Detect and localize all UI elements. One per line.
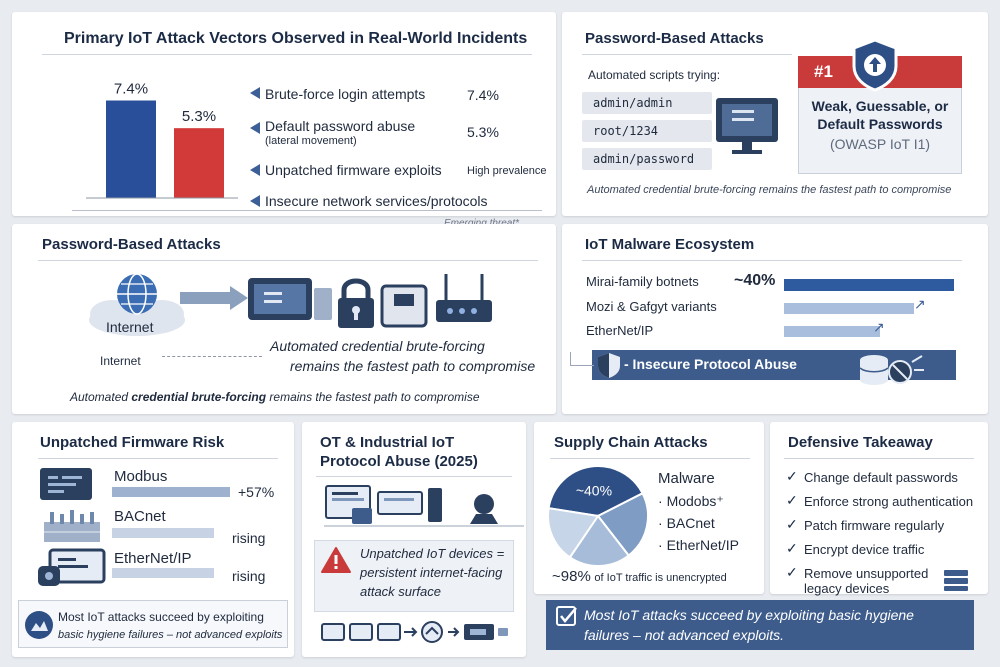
attack-vectors-title: Primary IoT Attack Vectors Observed in Real-World Incidents <box>64 30 528 47</box>
vector-sublabel: (lateral movement) <box>265 135 357 147</box>
iot-devices-icon <box>246 264 496 336</box>
password-caption: Automated credential brute-forcing remains the fastest path to compromise <box>587 184 952 196</box>
ot-title-line2: Protocol Abuse (2025) <box>320 453 478 470</box>
baseline-rule <box>72 210 542 211</box>
trend-up-icon: ↗ <box>914 296 926 312</box>
defensive-takeaway-panel <box>770 422 988 594</box>
malware-label: Mirai-family botnets <box>586 274 699 289</box>
check-icon: ✓ <box>786 468 798 484</box>
flow-line1: Automated credential brute-forcing <box>270 338 485 354</box>
vector-label: Brute-force login attempts <box>265 86 426 102</box>
takeaway-item-cont: legacy devices <box>804 581 890 596</box>
banner-line1: Most IoT attacks succeed by exploiting basic hygiene <box>584 607 914 623</box>
password-attacks-panel <box>562 12 988 216</box>
credential-text: admin/admin <box>593 96 673 110</box>
malware-list-text: EtherNet/IP <box>666 537 739 553</box>
cloud-label: Internet <box>106 319 154 335</box>
device-chain-icon <box>320 620 520 644</box>
banner-text: - Insecure Protocol Abuse <box>624 356 797 372</box>
pie-value-label: ~40% <box>575 482 613 499</box>
scripts-intro: Automated scripts trying: <box>588 68 721 82</box>
attack-flow-panel <box>12 224 556 414</box>
hygiene-line2: basic hygiene failures – not advanced exploits <box>58 629 283 641</box>
takeaway-item: Change default passwords <box>804 470 958 485</box>
owasp-line3: (OWASP IoT I1) <box>829 136 931 152</box>
warning-line2: persistent internet-facing <box>360 565 503 580</box>
malware-list-text: Modobs⁺ <box>666 493 724 509</box>
caption-pre: Automated <box>70 390 132 404</box>
arrow-pointer-icon <box>250 164 260 176</box>
bar-value-label: 7.4% <box>113 80 149 98</box>
ot-network-icon <box>324 482 524 534</box>
banner-connector <box>570 352 594 366</box>
takeaway-item: Enforce strong authentication <box>804 494 974 509</box>
firmware-risk-panel <box>12 422 294 657</box>
firmware-bar <box>112 568 214 578</box>
attack-flow-title: Password-Based Attacks <box>42 236 221 253</box>
caption-bold: credential brute-forcing <box>131 390 267 404</box>
malware-bar <box>784 326 880 337</box>
attack-vectors-panel <box>12 12 556 216</box>
malware-list-item: · BACnet <box>658 515 715 531</box>
warning-line1: Unpatched IoT devices = <box>360 546 505 561</box>
check-icon: ✓ <box>786 564 798 580</box>
banner-line2: failures – not advanced exploits. <box>584 627 785 643</box>
bar-value-label: 5.3% <box>181 108 217 126</box>
check-icon: ✓ <box>786 492 798 508</box>
firmware-value: +57% <box>238 484 275 500</box>
vector-value: 5.3% <box>467 124 499 140</box>
flow-arrow-icon <box>180 286 250 310</box>
ot-protocol-panel <box>302 422 526 657</box>
vector-label: Default password abuse <box>265 118 416 134</box>
malware-list-item: · Modobs⁺ <box>658 493 724 509</box>
alert-badge-icon <box>24 610 54 640</box>
title-divider <box>784 458 974 459</box>
flow-caption <box>70 390 480 404</box>
caption-post: remains the fastest path to compromise <box>266 390 480 404</box>
malware-value: ~40% <box>734 272 776 289</box>
check-icon: ✓ <box>786 516 798 532</box>
credential-text: admin/password <box>593 152 695 166</box>
unencrypted-stat <box>552 568 727 585</box>
firmware-protocol: EtherNet/IP <box>114 550 192 567</box>
trend-up-icon: ↗ <box>873 319 885 335</box>
malware-label: Mozi & Gafgyt variants <box>586 299 717 314</box>
firmware-risk-title: Unpatched Firmware Risk <box>40 434 225 451</box>
checkbox-checked-icon <box>556 606 578 628</box>
credential-text: root/1234 <box>593 124 659 138</box>
title-divider <box>582 260 962 261</box>
malware-bar <box>784 303 914 314</box>
warning-triangle-icon <box>320 546 352 574</box>
vector-label: Unpatched firmware exploits <box>265 162 442 178</box>
check-icon: ✓ <box>786 540 798 556</box>
flow-line2: remains the fastest path to compromise <box>290 358 536 374</box>
firmware-protocol: BACnet <box>114 508 166 525</box>
malware-ecosystem-panel <box>562 224 988 414</box>
stat-value: ~98% <box>552 568 591 585</box>
malware-ecosystem-title: IoT Malware Ecosystem <box>585 236 755 253</box>
malware-list-text: BACnet <box>666 515 715 531</box>
internet-label: Internet <box>100 354 141 368</box>
password-attacks-title: Password-Based Attacks <box>585 30 764 47</box>
title-divider <box>42 54 532 55</box>
hygiene-line1: Most IoT attacks succeed by exploiting <box>58 610 264 624</box>
defensive-takeaway-title: Defensive Takeaway <box>788 434 933 451</box>
malware-label: EtherNet/IP <box>586 323 654 338</box>
database-blocked-icon <box>856 350 926 390</box>
owasp-rank: #1 <box>814 62 833 81</box>
shield-arrow-icon <box>850 38 900 92</box>
firmware-bar <box>112 528 214 538</box>
arrow-pointer-icon <box>250 87 260 99</box>
title-divider <box>38 458 278 459</box>
monitor-icon <box>712 96 784 162</box>
takeaway-item: Encrypt device traffic <box>804 542 925 557</box>
server-panel-icon <box>40 468 96 500</box>
vector-value: High prevalence <box>467 165 547 177</box>
arrow-pointer-icon <box>250 122 260 134</box>
control-console-icon <box>36 548 108 588</box>
takeaway-item: Patch firmware regularly <box>804 518 945 533</box>
malware-list-item: · EtherNet/IP <box>658 537 739 553</box>
firmware-protocol: Modbus <box>114 468 168 485</box>
supply-chain-panel <box>534 422 764 594</box>
shield-icon <box>596 352 622 380</box>
stat-text: of IoT traffic is unencrypted <box>594 572 727 584</box>
warning-line3: attack surface <box>360 584 441 599</box>
industrial-plant-icon <box>40 508 104 546</box>
vector-label: Insecure network services/protocols <box>265 193 488 209</box>
title-divider <box>316 476 512 477</box>
title-divider <box>38 260 538 261</box>
bar-2 <box>174 128 224 198</box>
owasp-line2: Default Passwords <box>817 116 943 132</box>
title-divider <box>550 458 750 459</box>
dashed-flow-line <box>162 356 262 357</box>
firmware-value: rising <box>232 568 266 584</box>
vector-value: 7.4% <box>467 87 499 103</box>
malware-bar <box>784 279 954 291</box>
attack-vectors-chart <box>82 62 242 212</box>
server-stack-icon <box>942 568 970 592</box>
ot-title-line1: OT & Industrial IoT <box>320 434 455 451</box>
owasp-line1: Weak, Guessable, or <box>811 98 949 114</box>
firmware-value: rising <box>232 530 266 546</box>
arrow-pointer-icon <box>250 195 260 207</box>
takeaway-item: Remove unsupported <box>804 566 929 581</box>
title-divider <box>582 54 792 55</box>
supply-chain-title: Supply Chain Attacks <box>554 434 708 451</box>
firmware-bar <box>112 487 230 497</box>
bar-1 <box>106 100 156 198</box>
malware-list-title: Malware <box>658 470 715 487</box>
supply-chain-pie <box>540 462 656 566</box>
